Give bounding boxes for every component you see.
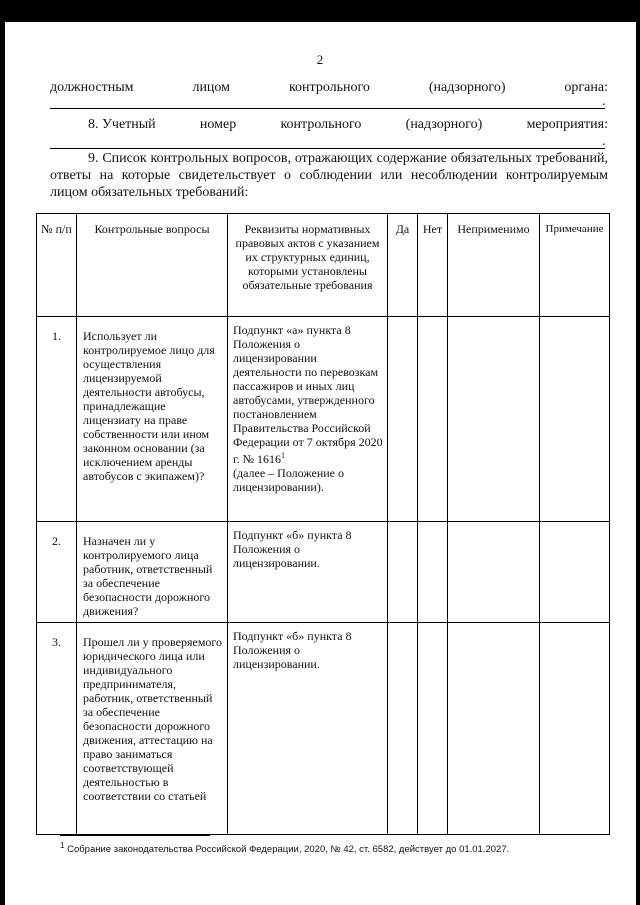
item-9-paragraph: 9. Список контрольных вопросов, отражающих содержание обязательных требований, ответы на которые свидетельствует о соблюдении или несоблюдении контролируемым лицом обязательных требований: [50, 151, 608, 200]
requisites-text: Подпункт «б» пункта 8 Положения о лицензировании. [228, 522, 388, 623]
header-no: Нет [418, 214, 448, 317]
answer-no-cell[interactable] [418, 522, 448, 623]
word: лицом [192, 80, 231, 95]
header-not-applicable: Неприменимо [448, 214, 540, 317]
table-row [37, 317, 610, 522]
note-cell[interactable] [540, 623, 610, 835]
header-num: № п/п [37, 214, 77, 317]
table-row [37, 623, 610, 835]
header-question: Контрольные вопросы [77, 214, 228, 317]
answer-yes-cell[interactable] [388, 317, 418, 522]
control-question: Назначен ли у контролируемого лица работник, ответственный за обеспечение безопасности дорожного движения? [77, 522, 228, 623]
checklist-table [36, 213, 610, 835]
footnote-mark: 1 [60, 841, 65, 850]
word: должностным [50, 80, 134, 95]
word: контрольного [288, 80, 370, 95]
scan-border-right [636, 0, 640, 905]
answer-na-cell[interactable] [448, 623, 540, 835]
word: номер [199, 117, 237, 132]
header-note: Примечание [540, 214, 610, 317]
fill-in-line-registration [50, 148, 605, 149]
footnote [60, 841, 620, 855]
header-yes: Да [388, 214, 418, 317]
footnote-separator [60, 835, 210, 836]
trailing-dot: . [602, 94, 606, 109]
requisites-text: Подпункт «а» пункта 8 Положения о лицензировании деятельности по перевозкам пассажиров и иных лиц автобусами, утвержденного постановлением Правительства Российской Федерации от 7 октября 2020 г. № 1616 [233, 323, 383, 466]
answer-na-cell[interactable] [448, 522, 540, 623]
control-question: Использует ли контролируемое лицо для осуществления лицензируемой деятельности автобусы, принадлежащие лицензиату на праве собственности или ином законном основании (за исключением аренды автобусов с экипажем)? [77, 317, 228, 522]
answer-yes-cell[interactable] [388, 623, 418, 835]
footnote-ref: 1 [281, 451, 286, 460]
word: контрольного [280, 117, 362, 132]
row-number: 1. [37, 317, 77, 522]
answer-yes-cell[interactable] [388, 522, 418, 623]
header-requisites: Реквизиты нормативных правовых актов с указанием их структурных единиц, которыми установлены обязательные требования [228, 214, 388, 317]
requisites-cell [228, 317, 388, 522]
row-number: 3. [37, 623, 77, 835]
scan-border-top [0, 0, 640, 22]
footnote-text: Собрание законодательства Российской Федерации, 2020, № 42, ст. 6582, действует до 01.01.2027. [64, 844, 510, 856]
note-cell[interactable] [540, 522, 610, 623]
row-number: 2. [37, 522, 77, 623]
word: (надзорного) [428, 80, 506, 95]
item-8-registration-number [88, 117, 608, 133]
page-number: 2 [316, 52, 324, 67]
scan-border-left [0, 0, 5, 905]
fill-in-line-official [50, 108, 605, 109]
word: (надзорного) [405, 117, 483, 132]
note-cell[interactable] [540, 317, 610, 522]
requisites-text: (далее – Положение о лицензировании). [233, 466, 344, 494]
trailing-dot: . [602, 134, 606, 149]
table-row [37, 522, 610, 623]
official-line [50, 80, 608, 96]
answer-no-cell[interactable] [418, 623, 448, 835]
word: мероприятия: [526, 117, 608, 132]
word: 8. Учетный [88, 117, 156, 132]
answer-no-cell[interactable] [418, 317, 448, 522]
control-question: Прошел ли у проверяемого юридического лица или индивидуального предпринимателя, работник, ответственный за обеспечение безопасности дорожного движения, аттестацию на право заниматься соответствующей деятельностью в соответствии со статьей [77, 623, 228, 835]
answer-na-cell[interactable] [448, 317, 540, 522]
requisites-text: Подпункт «б» пункта 8 Положения о лицензировании. [228, 623, 388, 835]
table-header-row [37, 214, 610, 317]
word: органа: [564, 80, 608, 95]
